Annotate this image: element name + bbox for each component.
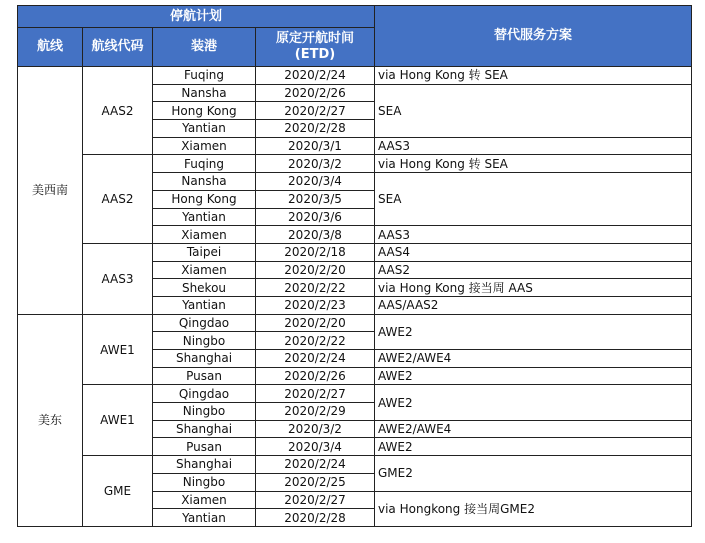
etd-cell: 2020/3/8 <box>256 226 375 244</box>
etd-cell: 2020/2/20 <box>256 314 375 332</box>
etd-cell: 2020/3/1 <box>256 137 375 155</box>
loading-port-cell: Qingdao <box>153 385 256 403</box>
alt-service-cell: AAS3 <box>375 226 692 244</box>
alt-service-cell: SEA <box>375 173 692 226</box>
alt-service-cell: GME2 <box>375 456 692 491</box>
etd-cell: 2020/3/2 <box>256 155 375 173</box>
loading-port-cell: Xiamen <box>153 226 256 244</box>
etd-cell: 2020/2/26 <box>256 84 375 102</box>
schedule-table <box>17 5 692 527</box>
loading-port-cell: Yantian <box>153 296 256 314</box>
loading-port-cell: Shanghai <box>153 420 256 438</box>
loading-port-cell: Shanghai <box>153 350 256 368</box>
table-row <box>18 67 692 85</box>
etd-cell: 2020/2/24 <box>256 67 375 85</box>
etd-cell: 2020/3/5 <box>256 190 375 208</box>
etd-cell: 2020/2/20 <box>256 261 375 279</box>
loading-port-cell: Fuqing <box>153 67 256 85</box>
alt-service-cell: AAS2 <box>375 261 692 279</box>
loading-port-cell: Shekou <box>153 279 256 297</box>
alt-service-header: 替代服务方案 <box>375 6 692 67</box>
loading-port-cell: Pusan <box>153 367 256 385</box>
etd-cell: 2020/2/28 <box>256 120 375 138</box>
loading-port-cell: Xiamen <box>153 261 256 279</box>
suspension-schedule <box>17 5 692 527</box>
etd-cell: 2020/3/2 <box>256 420 375 438</box>
alt-service-cell: AWE2/AWE4 <box>375 350 692 368</box>
etd-cell: 2020/2/22 <box>256 332 375 350</box>
table-row <box>18 456 692 474</box>
alt-service-cell: SEA <box>375 84 692 137</box>
loading-port-cell: Ningbo <box>153 403 256 421</box>
etd-cell: 2020/2/26 <box>256 367 375 385</box>
alt-service-cell: AAS4 <box>375 243 692 261</box>
etd-cell: 2020/2/27 <box>256 385 375 403</box>
loading-port-cell: Ningbo <box>153 473 256 491</box>
route-code-cell: AAS2 <box>83 67 153 155</box>
alt-service-cell: AAS/AAS2 <box>375 296 692 314</box>
loading-port-cell: Nansha <box>153 84 256 102</box>
route-code-header: 航线代码 <box>83 28 153 67</box>
alt-service-cell: AWE2 <box>375 385 692 420</box>
loading-port-cell: Hong Kong <box>153 102 256 120</box>
etd-cell: 2020/2/22 <box>256 279 375 297</box>
loading-port-cell: Qingdao <box>153 314 256 332</box>
alt-service-cell: AWE2 <box>375 438 692 456</box>
loading-port-cell: Xiamen <box>153 137 256 155</box>
alt-service-cell: via Hong Kong 转 SEA <box>375 67 692 85</box>
etd-header-line1: 原定开航时间 <box>275 31 354 46</box>
etd-cell: 2020/2/27 <box>256 491 375 509</box>
table-body <box>18 67 692 527</box>
alt-service-cell: AWE2 <box>375 367 692 385</box>
route-header: 航线 <box>18 28 83 67</box>
etd-cell: 2020/2/25 <box>256 473 375 491</box>
etd-cell: 2020/3/4 <box>256 438 375 456</box>
etd-cell: 2020/2/18 <box>256 243 375 261</box>
plan-header: 停航计划 <box>18 6 375 28</box>
loading-port-cell: Ningbo <box>153 332 256 350</box>
alt-service-cell: via Hong Kong 转 SEA <box>375 155 692 173</box>
table-header <box>18 6 692 67</box>
alt-service-cell: AWE2 <box>375 314 692 349</box>
loading-port-cell: Yantian <box>153 509 256 527</box>
route-code-cell: AWE1 <box>83 385 153 456</box>
loading-port-cell: Pusan <box>153 438 256 456</box>
loading-port-cell: Taipei <box>153 243 256 261</box>
etd-cell: 2020/2/23 <box>256 296 375 314</box>
etd-header <box>256 28 375 67</box>
loading-port-cell: Fuqing <box>153 155 256 173</box>
loading-port-cell: Yantian <box>153 120 256 138</box>
route-code-cell: GME <box>83 456 153 527</box>
etd-cell: 2020/2/27 <box>256 102 375 120</box>
etd-cell: 2020/3/6 <box>256 208 375 226</box>
route-code-cell: AWE1 <box>83 314 153 385</box>
alt-service-cell: via Hongkong 接当周GME2 <box>375 491 692 526</box>
etd-cell: 2020/2/28 <box>256 509 375 527</box>
route-cell: 美西南 <box>18 67 83 315</box>
table-row <box>18 243 692 261</box>
loading-port-cell: Shanghai <box>153 456 256 474</box>
etd-cell: 2020/3/4 <box>256 173 375 191</box>
etd-cell: 2020/2/29 <box>256 403 375 421</box>
alt-service-cell: via Hong Kong 接当周 AAS <box>375 279 692 297</box>
loading-port-cell: Yantian <box>153 208 256 226</box>
loading-port-cell: Xiamen <box>153 491 256 509</box>
route-code-cell: AAS3 <box>83 243 153 314</box>
loading-port-cell: Hong Kong <box>153 190 256 208</box>
table-row <box>18 314 692 332</box>
etd-cell: 2020/2/24 <box>256 456 375 474</box>
alt-service-cell: AAS3 <box>375 137 692 155</box>
route-code-cell: AAS2 <box>83 155 153 243</box>
route-cell: 美东 <box>18 314 83 526</box>
table-row <box>18 155 692 173</box>
table-row <box>18 385 692 403</box>
alt-service-cell: AWE2/AWE4 <box>375 420 692 438</box>
etd-cell: 2020/2/24 <box>256 350 375 368</box>
loading-port-header: 装港 <box>153 28 256 67</box>
etd-header-line2: (ETD) <box>294 47 336 62</box>
loading-port-cell: Nansha <box>153 173 256 191</box>
